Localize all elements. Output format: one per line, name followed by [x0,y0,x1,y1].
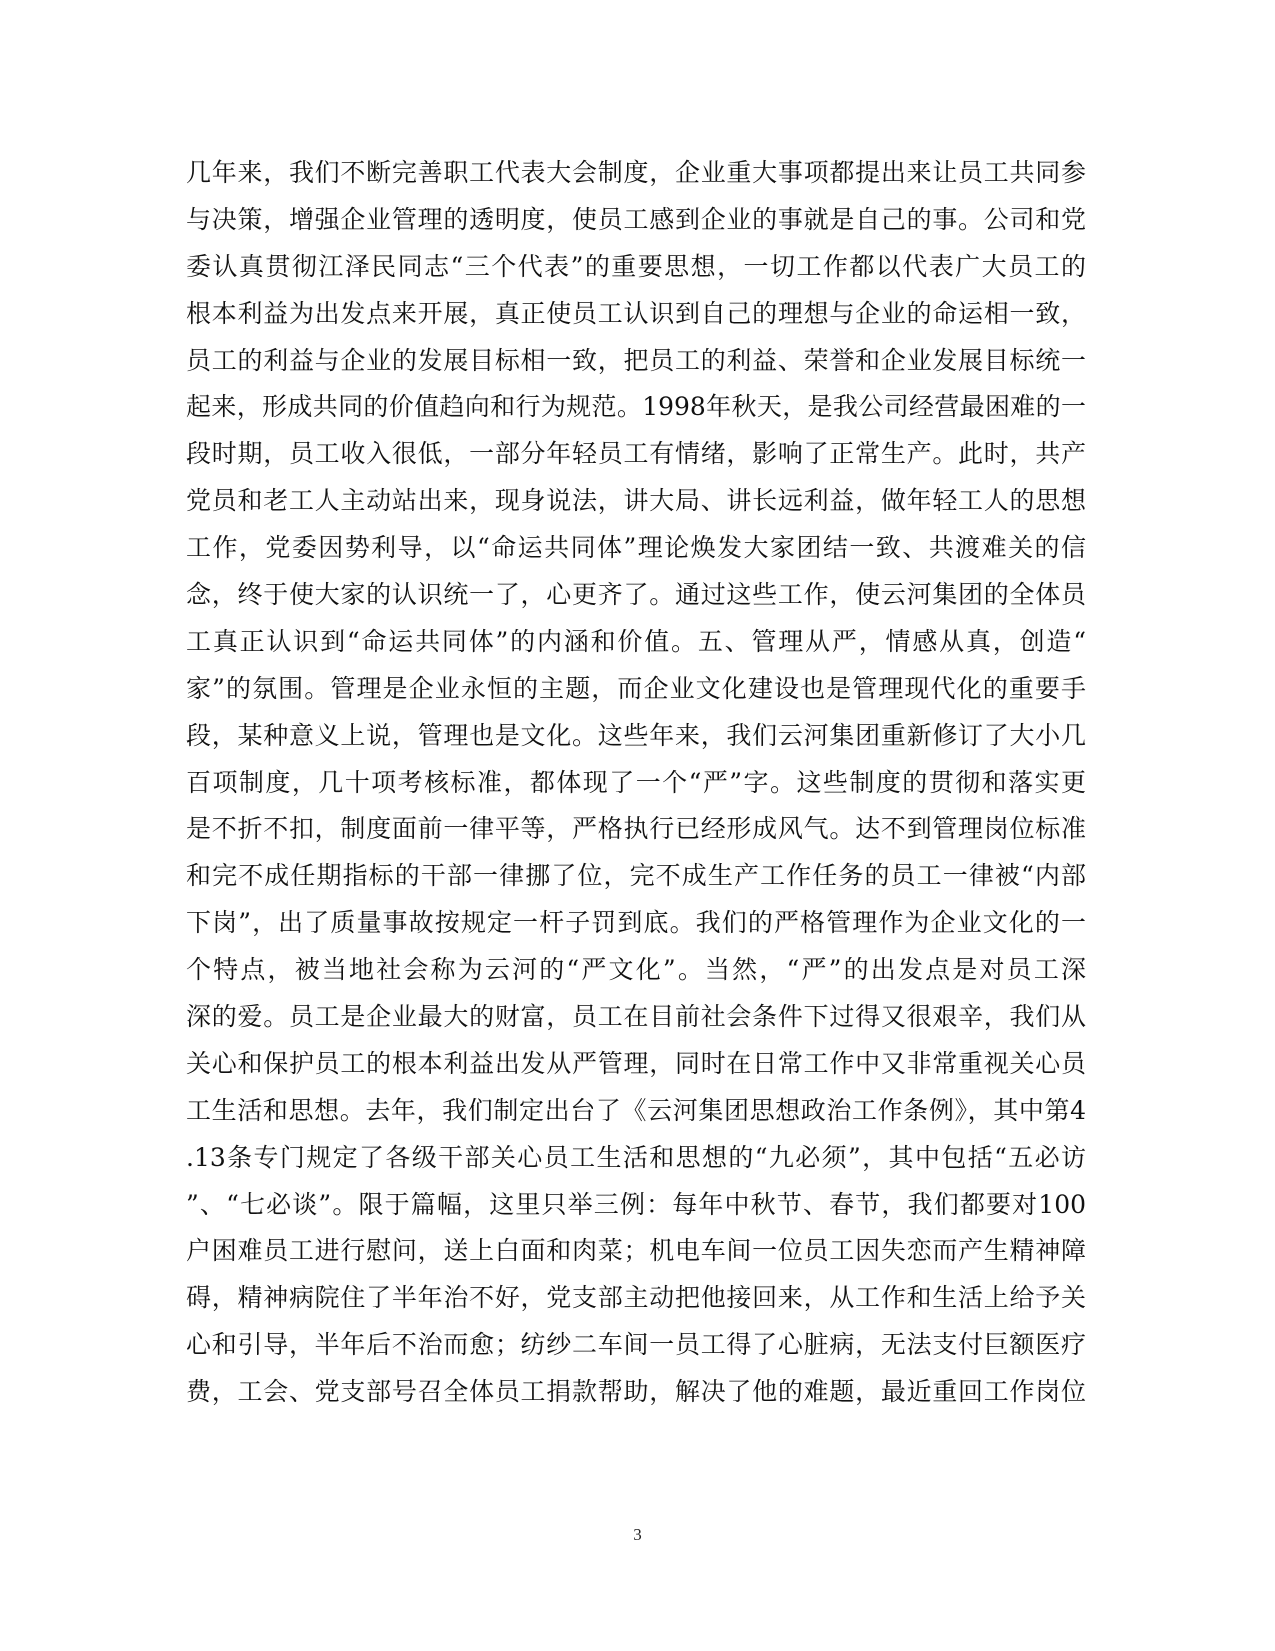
text-line: 几年来，我们不断完善职工代表大会制度，企业重大事项都提出来让员工共同参 [186,158,1086,187]
text-line: 工生活和思想。去年，我们制定出台了《云河集团思想政治工作条例》，其中第4 [186,1095,1086,1125]
text-line: 碍，精神病院住了半年治不好，党支部主动把他接回来，从工作和生活上给予关 [186,1283,1086,1313]
text-line: 委认真贯彻江泽民同志“三个代表”的重要思想，一切工作都以代表广大员工的 [186,251,1086,281]
text-line: 下岗”，出了质量事故按规定一杆子罚到底。我们的严格管理作为企业文化的一 [186,908,1086,938]
text-line: 根本利益为出发点来开展，真正使员工认识到自己的理想与企业的命运相一致， [186,298,1086,328]
body-text [186,150,1086,1416]
text-line: 户困难员工进行慰问，送上白面和肉菜；机电车间一位员工因失恋而产生精神障 [186,1236,1086,1266]
text-line: 工真正认识到“命运共同体”的内涵和价值。五、管理从严，情感从真，创造“ [186,626,1086,656]
text-line: 段，某种意义上说，管理也是文化。这些年来，我们云河集团重新修订了大小几 [186,720,1086,750]
text-line: .13条专门规定了各级干部关心员工生活和思想的“九必须”，其中包括“五必访 [186,1142,1086,1172]
text-line: 和完不成任期指标的干部一律挪了位，完不成生产工作任务的员工一律被“内部 [186,861,1086,891]
page-number: 3 [633,1525,642,1544]
text-line: 百项制度，几十项考核标准，都体现了一个“严”字。这些制度的贯彻和落实更 [186,767,1086,797]
text-line: 个特点，被当地社会称为云河的“严文化”。当然，“严”的出发点是对员工深 [186,955,1086,985]
text-line: 深的爱。员工是企业最大的财富，员工在目前社会条件下过得又很艰辛，我们从 [186,1002,1086,1032]
text-line: 费，工会、党支部号召全体员工捐款帮助，解决了他的难题，最近重回工作岗位 [186,1377,1086,1407]
text-line: 与决策，增强企业管理的透明度，使员工感到企业的事就是自己的事。公司和党 [186,204,1086,234]
text-line: 关心和保护员工的根本利益出发从严管理，同时在日常工作中又非常重视关心员 [186,1048,1086,1078]
text-line: 工作，党委因势利导，以“命运共同体”理论焕发大家团结一致、共渡难关的信 [186,533,1086,563]
text-line: 家”的氛围。管理是企业永恒的主题，而企业文化建设也是管理现代化的重要手 [186,673,1086,703]
text-line: 是不折不扣，制度面前一律平等，严格执行已经形成风气。达不到管理岗位标准 [186,814,1086,844]
text-line: ”、“七必谈”。限于篇幅，这里只举三例：每年中秋节、春节，我们都要对100 [186,1189,1086,1219]
text-line: 心和引导，半年后不治而愈；纺纱二车间一员工得了心脏病，无法支付巨额医疗 [186,1330,1086,1360]
text-line: 党员和老工人主动站出来，现身说法，讲大局、讲长远利益，做年轻工人的思想 [186,486,1086,516]
text-line: 念，终于使大家的认识统一了，心更齐了。通过这些工作，使云河集团的全体员 [186,580,1086,610]
text-line: 起来，形成共同的价值趋向和行为规范。1998年秋天，是我公司经营最困难的一 [186,392,1086,422]
text-line: 段时期，员工收入很低，一部分年轻员工有情绪，影响了正常生产。此时，共产 [186,439,1086,469]
text-line: 员工的利益与企业的发展目标相一致，把员工的利益、荣誉和企业发展目标统一 [186,345,1086,375]
